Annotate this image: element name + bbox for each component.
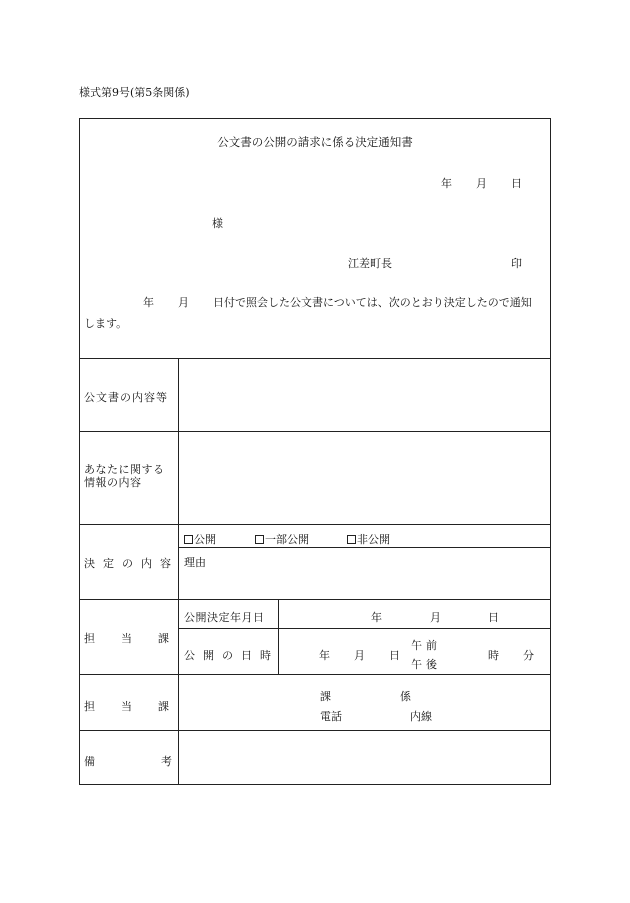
inquiry-year: 年 [143,296,154,309]
disclosure-datetime-label: 公開の日時 [184,649,279,662]
rule-after-decision-date [178,628,551,629]
disclosure-hour: 時 [488,649,499,662]
option-non-disclose[interactable] [347,531,390,547]
issue-date-month: 月 [476,177,487,190]
label-decision-contents-text: 決定の内容 [84,557,179,570]
decision-date-day: 日 [488,611,499,624]
checkbox-disclose[interactable] [184,535,193,544]
decision-date-label: 公開決定年月日 [184,611,265,624]
decision-date-month: 月 [430,611,441,624]
rule-after-document-contents [79,431,551,432]
notice-form-frame [79,118,551,785]
form-number: 様式第9号(第5条関係) [79,86,190,99]
label-department-2: 担当課 [84,700,195,713]
label-remarks: 備考 [84,755,238,768]
option-partial-disclose-label: 一部公開 [265,533,309,546]
department-subsection: 係 [400,690,411,703]
rule-after-decision [79,599,551,600]
issue-date-year: 年 [441,177,452,190]
disclosure-day: 日 [389,649,400,662]
rule-after-disclosure [79,674,551,675]
pm-label: 午後 [411,658,441,671]
option-non-disclose-label: 非公開 [357,533,390,546]
rule-after-decision-options [178,547,551,548]
option-disclose-label: 公開 [194,533,216,546]
department-extension: 内線 [410,710,432,723]
rule-after-your-information [79,524,551,525]
label-document-contents: 公文書の内容等 [84,391,168,404]
body-text-continuation: します。 [84,317,128,330]
rule-after-letter [79,358,551,359]
checkbox-partial-disclose[interactable] [255,535,264,544]
sender-name: 江差町長 [348,257,392,270]
form-title: 公文書の公開の請求に係る決定通知書 [217,135,413,149]
disclosure-minute: 分 [523,649,534,662]
department-section: 課 [320,690,331,703]
addressee-honorific: 様 [212,217,223,230]
am-label: 午前 [411,639,441,652]
label-column-divider [178,358,179,785]
checkbox-non-disclose[interactable] [347,535,356,544]
decision-date-year: 年 [371,611,382,624]
body-text: 日付で照会した公文書については、次のとおり決定したので通知 [213,296,532,309]
inquiry-month: 月 [178,296,189,309]
seal-mark: 印 [511,257,522,270]
option-partial-disclose[interactable] [255,531,309,547]
reason-label: 理由 [184,556,206,569]
department-phone: 電話 [320,710,342,723]
label-department-1: 担当課 [84,632,195,645]
rule-after-department [79,730,551,731]
disclosure-month: 月 [354,649,365,662]
issue-date-day: 日 [511,177,522,190]
disclosure-year: 年 [319,649,330,662]
option-disclose[interactable] [184,531,216,547]
label-decision-contents [84,555,179,571]
label-your-information: あなたに関する情報の内容 [84,463,165,489]
